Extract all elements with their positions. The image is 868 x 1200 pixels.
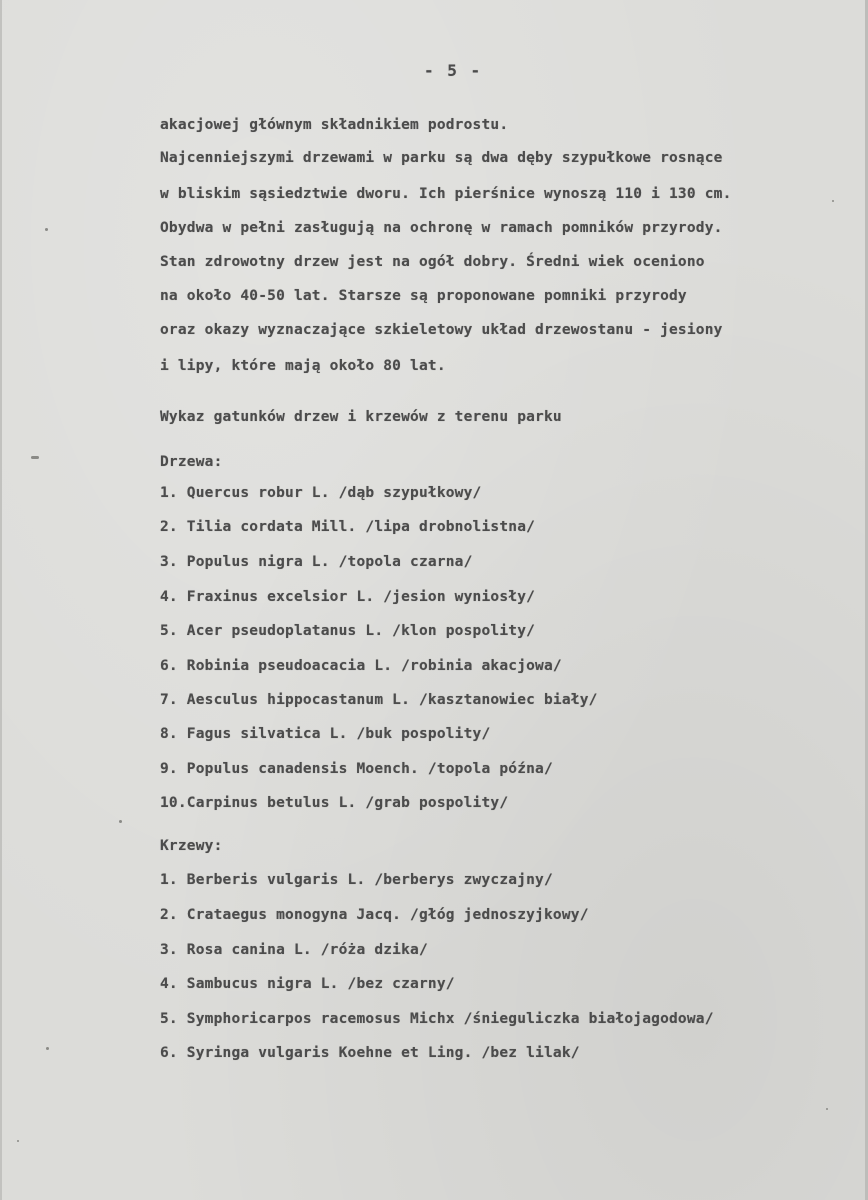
tree-item: 9. Populus canadensis Moench. /topola późna/ xyxy=(160,761,553,777)
paragraph-line-4: Obydwa w pełni zasługują na ochronę w ramach pomników przyrody. xyxy=(160,220,723,236)
shrub-item: 5. Symphoricarpos racemosus Michx /śnieguliczka białojagodowa/ xyxy=(160,1011,714,1027)
shrub-item: 6. Syringa vulgaris Koehne et Ling. /bez lilak/ xyxy=(160,1045,580,1061)
shrub-item: 2. Crataegus monogyna Jacq. /głóg jednoszyjkowy/ xyxy=(160,907,589,923)
paper-speck xyxy=(826,1108,828,1110)
paper-speck xyxy=(31,456,39,459)
page-number: - 5 - xyxy=(424,61,483,80)
paragraph-line-1: akacjowej głównym składnikiem podrostu. xyxy=(160,117,509,133)
paper-speck xyxy=(119,820,122,823)
tree-item: 6. Robinia pseudoacacia L. /robinia akacjowa/ xyxy=(160,658,562,674)
tree-item: 4. Fraxinus excelsior L. /jesion wyniosły/ xyxy=(160,589,536,605)
paper-speck xyxy=(17,1140,19,1142)
tree-item: 8. Fagus silvatica L. /buk pospolity/ xyxy=(160,726,491,742)
shrub-item: 4. Sambucus nigra L. /bez czarny/ xyxy=(160,976,455,992)
tree-item: 5. Acer pseudoplatanus L. /klon pospolity/ xyxy=(160,623,536,639)
paragraph-line-3: w bliskim sąsiedztwie dworu. Ich pierśnice wynoszą 110 i 130 cm. xyxy=(160,186,732,202)
tree-item: 1. Quercus robur L. /dąb szypułkowy/ xyxy=(160,485,482,501)
paper-speck xyxy=(46,1047,49,1050)
shrub-item: 3. Rosa canina L. /róża dzika/ xyxy=(160,942,428,958)
paragraph-line-5: Stan zdrowotny drzew jest na ogół dobry. Średni wiek oceniono xyxy=(160,254,705,270)
paragraph-line-7: oraz okazy wyznaczające szkieletowy układ drzewostanu - jesiony xyxy=(160,322,723,338)
trees-heading: Drzewa: xyxy=(160,454,223,470)
species-list-heading: Wykaz gatunków drzew i krzewów z terenu parku xyxy=(160,409,562,425)
tree-item: 2. Tilia cordata Mill. /lipa drobnolistna/ xyxy=(160,519,536,535)
paragraph-line-6: na około 40-50 lat. Starsze są proponowane pomniki przyrody xyxy=(160,288,687,304)
tree-item: 7. Aesculus hippocastanum L. /kasztanowiec biały/ xyxy=(160,692,598,708)
shrub-item: 1. Berberis vulgaris L. /berberys zwyczajny/ xyxy=(160,872,553,888)
tree-item: 10.Carpinus betulus L. /grab pospolity/ xyxy=(160,795,509,811)
paragraph-line-2: Najcenniejszymi drzewami w parku są dwa dęby szypułkowe rosnące xyxy=(160,150,723,166)
shrubs-heading: Krzewy: xyxy=(160,838,223,854)
tree-item: 3. Populus nigra L. /topola czarna/ xyxy=(160,554,473,570)
paragraph-line-8: i lipy, które mają około 80 lat. xyxy=(160,358,446,374)
paper-speck xyxy=(45,228,48,231)
paper-speck xyxy=(832,200,834,202)
